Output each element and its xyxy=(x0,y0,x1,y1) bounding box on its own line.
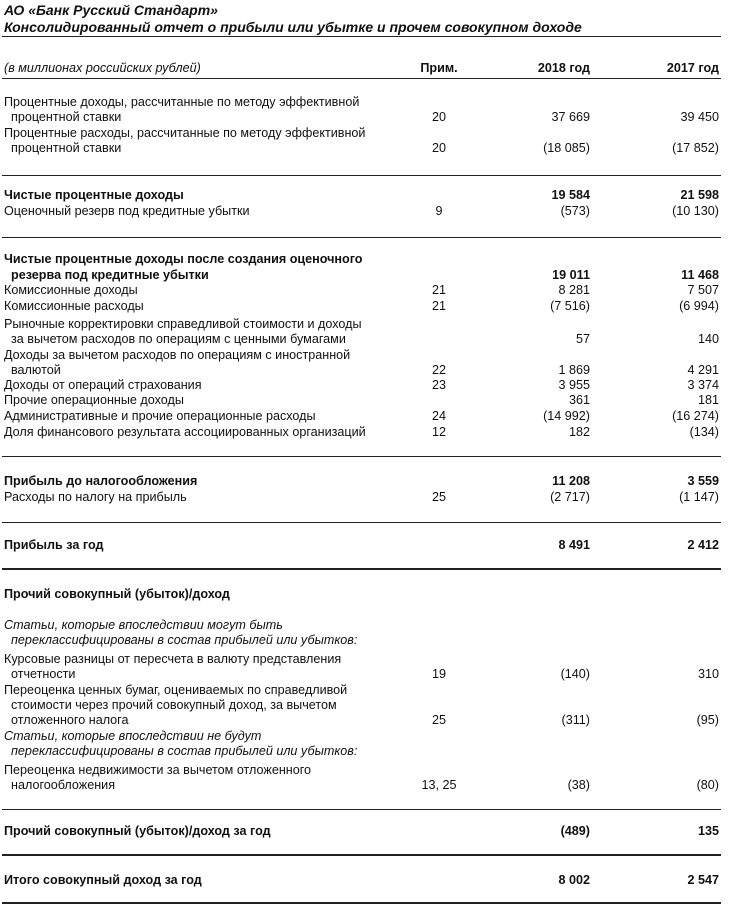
row-value-2018: (573) xyxy=(560,204,590,218)
row-label: Административные и прочие операционные расходы xyxy=(4,409,316,423)
row-value-2017: (1 147) xyxy=(679,490,719,504)
row-label: процентной ставки xyxy=(11,110,122,124)
row-label: Чистые процентные доходы после создания оценочного xyxy=(4,252,363,266)
table-row xyxy=(0,317,729,332)
company-name: АО «Банк Русский Стандарт» xyxy=(4,2,218,18)
year-2017-header: 2017 год xyxy=(666,61,719,75)
table-row xyxy=(0,683,729,698)
row-value-2018: (140) xyxy=(560,667,590,681)
table-row xyxy=(0,95,729,110)
row-value-2018: 3 955 xyxy=(558,378,590,392)
table-row xyxy=(0,268,729,283)
row-label: стоимости через прочий совокупный доход, за вычетом xyxy=(11,698,337,712)
table-row xyxy=(0,204,729,219)
row-label: Оценочный резерв под кредитные убытки xyxy=(4,204,250,218)
table-row xyxy=(0,538,729,553)
row-value-2017: 2 547 xyxy=(687,873,719,887)
table-row xyxy=(0,348,729,363)
row-value-2017: 140 xyxy=(697,332,719,346)
row-value-2018: (14 992) xyxy=(543,409,590,423)
row-note: 13, 25 xyxy=(421,778,457,792)
row-value-2017: 4 291 xyxy=(687,363,719,377)
row-label: Доля финансового результата ассоциированных организаций xyxy=(4,425,366,439)
row-label: Доходы от операций страхования xyxy=(4,378,202,392)
row-note: 25 xyxy=(431,490,446,504)
table-row xyxy=(0,474,729,489)
row-value-2017: (16 274) xyxy=(672,409,719,423)
row-value-2017: 2 412 xyxy=(687,538,719,552)
divider-net-profit xyxy=(2,522,721,523)
row-value-2017: (17 852) xyxy=(672,141,719,155)
row-value-2018: 57 xyxy=(575,332,590,346)
year-2018-header: 2018 год xyxy=(537,61,590,75)
note-column-header: Прим. xyxy=(420,61,458,75)
row-note: 20 xyxy=(431,141,446,155)
table-row xyxy=(0,729,729,744)
table-row xyxy=(0,490,729,505)
row-value-2018: (2 717) xyxy=(550,490,590,504)
row-value-2018: 19 584 xyxy=(551,188,590,202)
table-row xyxy=(0,587,729,602)
bottom-rule xyxy=(2,902,721,904)
table-row xyxy=(0,618,729,633)
row-value-2018: 361 xyxy=(568,393,590,407)
row-value-2017: 3 559 xyxy=(687,474,719,488)
row-value-2017: (10 130) xyxy=(672,204,719,218)
row-value-2018: 8 002 xyxy=(558,873,590,887)
row-note: 9 xyxy=(435,204,443,218)
table-row xyxy=(0,188,729,203)
row-note: 22 xyxy=(431,363,446,377)
divider-total xyxy=(2,854,721,856)
report-title: Консолидированный отчет о прибыли или убытке и прочем совокупном доходе xyxy=(4,19,582,35)
row-value-2017: 135 xyxy=(697,824,719,838)
table-row xyxy=(0,778,729,793)
divider-after-reserve xyxy=(2,237,721,238)
row-label: валютой xyxy=(11,363,61,377)
units-label: (в миллионах российских рублей) xyxy=(4,61,201,75)
row-value-2018: 37 669 xyxy=(551,110,590,124)
row-value-2017: (134) xyxy=(689,425,719,439)
row-value-2018: (18 085) xyxy=(543,141,590,155)
row-note: 24 xyxy=(431,409,446,423)
column-header-rule xyxy=(2,78,721,79)
row-value-2017: 181 xyxy=(697,393,719,407)
divider-before-tax xyxy=(2,456,721,457)
row-label: переклассифицированы в состав прибылей или убытков: xyxy=(11,744,358,758)
row-note: 23 xyxy=(431,378,446,392)
table-row xyxy=(0,713,729,728)
row-value-2018: 182 xyxy=(568,425,590,439)
row-value-2018: 8 281 xyxy=(558,283,590,297)
table-row xyxy=(0,141,729,156)
row-label: Переоценка ценных бумаг, оцениваемых по справедливой xyxy=(4,683,348,697)
row-label: Статьи, которые впоследствии не будут xyxy=(4,729,262,743)
row-note: 21 xyxy=(431,299,446,313)
table-row xyxy=(0,126,729,141)
row-value-2018: 8 491 xyxy=(558,538,590,552)
table-row xyxy=(0,763,729,778)
row-value-2018: (489) xyxy=(560,824,590,838)
row-label: Прибыль за год xyxy=(4,538,104,552)
row-value-2017: 11 468 xyxy=(681,268,719,282)
table-row xyxy=(0,652,729,667)
row-label: отчетности xyxy=(11,667,76,681)
row-note: 21 xyxy=(431,283,446,297)
row-label: Прочий совокупный (убыток)/доход xyxy=(4,587,230,601)
row-label: Прибыль до налогообложения xyxy=(4,474,198,488)
row-label: Процентные расходы, рассчитанные по методу эффективной xyxy=(4,126,366,140)
row-label: резерва под кредитные убытки xyxy=(11,268,209,282)
row-label: Итого совокупный доход за год xyxy=(4,873,202,887)
row-value-2017: (95) xyxy=(696,713,719,727)
row-label: Переоценка недвижимости за вычетом отложенного xyxy=(4,763,312,777)
row-label: отложенного налога xyxy=(11,713,129,727)
row-value-2017: 39 450 xyxy=(680,110,719,124)
table-row xyxy=(0,744,729,759)
row-label: Прочие операционные доходы xyxy=(4,393,184,407)
row-note: 19 xyxy=(431,667,446,681)
row-value-2018: (7 516) xyxy=(550,299,590,313)
row-value-2017: (80) xyxy=(696,778,719,792)
table-row xyxy=(0,667,729,682)
table-row xyxy=(0,363,729,378)
row-label: процентной ставки xyxy=(11,141,122,155)
column-header-row xyxy=(0,61,729,76)
table-row xyxy=(0,393,729,408)
row-value-2018: 1 869 xyxy=(558,363,590,377)
row-value-2017: 3 374 xyxy=(687,378,719,392)
row-value-2018: (38) xyxy=(567,778,590,792)
divider-oci-start xyxy=(2,568,721,570)
table-row xyxy=(0,425,729,440)
table-row xyxy=(0,824,729,839)
row-label: налогообложения xyxy=(11,778,116,792)
row-label: за вычетом расходов по операциям с ценными бумагами xyxy=(11,332,346,346)
row-value-2017: 7 507 xyxy=(687,283,719,297)
table-row xyxy=(0,698,729,713)
row-label: Процентные доходы, рассчитанные по методу эффективной xyxy=(4,95,360,109)
row-label: переклассифицированы в состав прибылей или убытков: xyxy=(11,633,358,647)
row-value-2017: (6 994) xyxy=(679,299,719,313)
table-row xyxy=(0,110,729,125)
row-note: 25 xyxy=(431,713,446,727)
table-row xyxy=(0,332,729,347)
row-label: Рыночные корректировки справедливой стоимости и доходы xyxy=(4,317,362,331)
table-row xyxy=(0,873,729,888)
table-row xyxy=(0,299,729,314)
row-label: Комиссионные расходы xyxy=(4,299,144,313)
row-value-2018: (311) xyxy=(561,713,590,727)
divider-oci-total xyxy=(2,809,721,810)
row-value-2018: 19 011 xyxy=(552,268,590,282)
row-value-2018: 11 208 xyxy=(552,474,590,488)
table-row xyxy=(0,283,729,298)
row-label: Доходы за вычетом расходов по операциям с иностранной xyxy=(4,348,351,362)
row-note: 20 xyxy=(431,110,446,124)
row-label: Прочий совокупный (убыток)/доход за год xyxy=(4,824,271,838)
row-label: Чистые процентные доходы xyxy=(4,188,184,202)
row-label: Статьи, которые впоследствии могут быть xyxy=(4,618,283,632)
row-value-2017: 310 xyxy=(697,667,719,681)
table-row xyxy=(0,378,729,393)
row-label: Комиссионные доходы xyxy=(4,283,138,297)
table-row xyxy=(0,409,729,424)
row-value-2017: 21 598 xyxy=(680,188,719,202)
title-rule xyxy=(2,36,721,37)
divider-net-interest xyxy=(2,175,721,176)
row-label: Курсовые разницы от пересчета в валюту представления xyxy=(4,652,342,666)
table-row xyxy=(0,252,729,267)
row-label: Расходы по налогу на прибыль xyxy=(4,490,187,504)
row-note: 12 xyxy=(431,425,446,439)
table-row xyxy=(0,633,729,648)
